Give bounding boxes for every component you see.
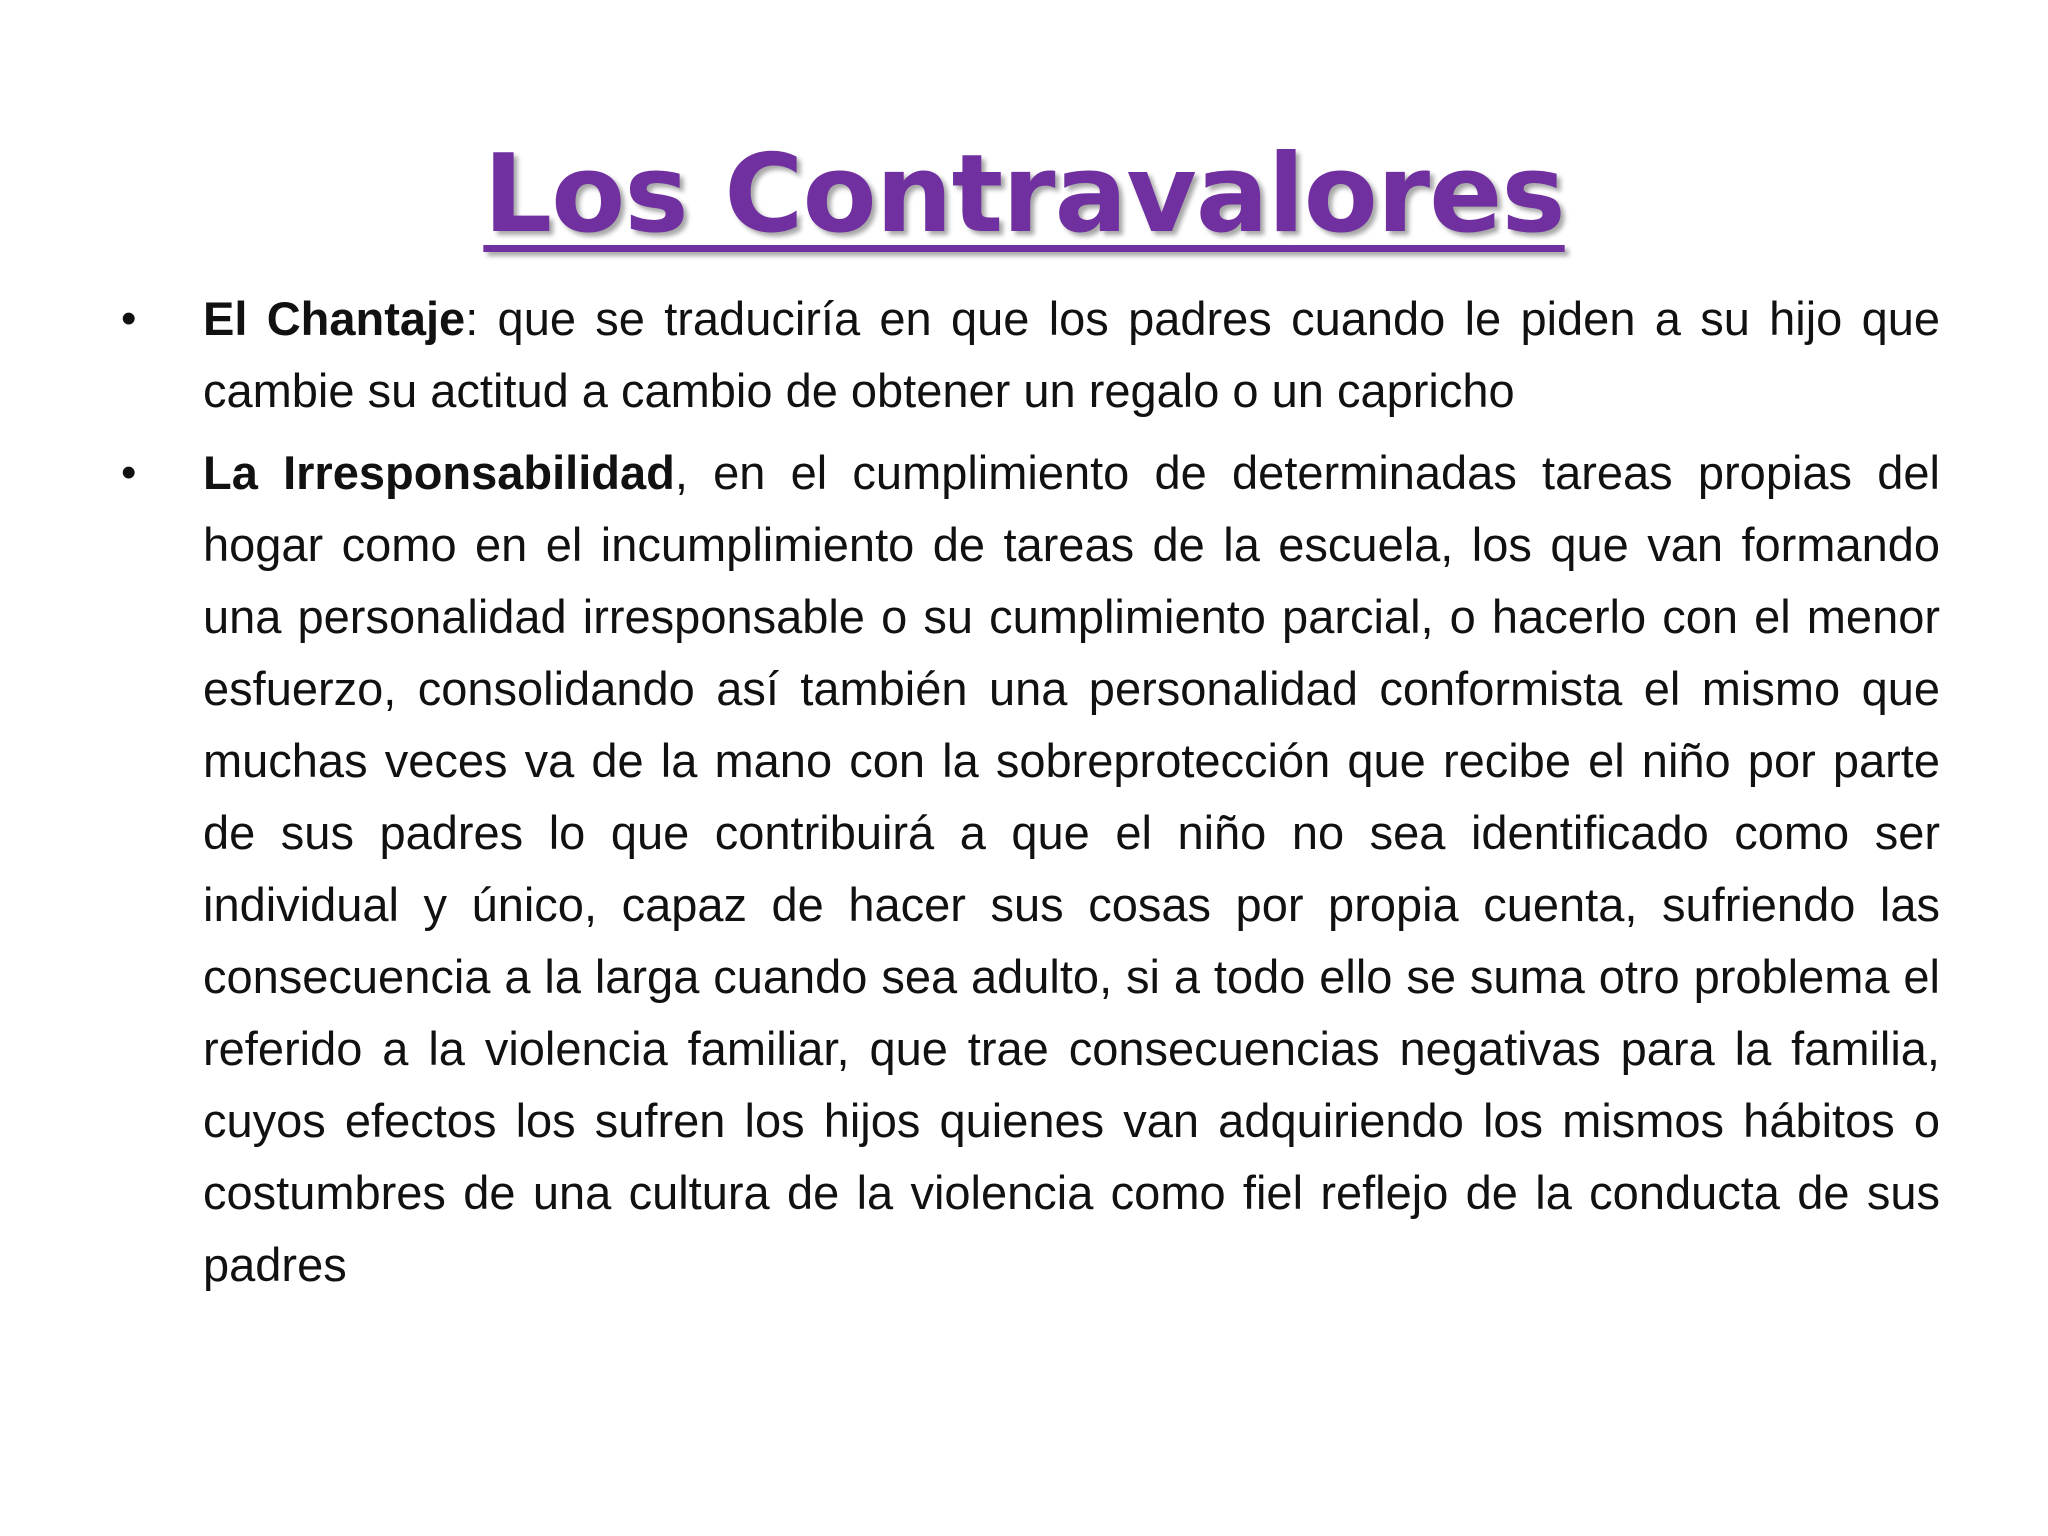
bullet-icon: • <box>121 294 137 343</box>
bullet-text: , en el cumplimiento de determinadas tareas propias del hogar como en el incumplimiento de tareas de la escuela, los que van formando una personalidad irresponsable o su cumplimiento parcial, o hacerlo con el menor esfuerzo, consolidando así también una personalidad conformista el mismo que muchas veces va de la mano con la sobreprotección que recibe el niño por parte de sus padres lo que contribuirá a que el niño no sea identificado como ser individual y único, capaz de hacer sus cosas por propia cuenta, sufriendo las consecuencia a la larga cuando sea adulto, si a todo ello se suma otro problema el referido a la violencia familiar, que trae consecuencias negativas para la familia, cuyos efectos los sufren los hijos quienes van adquiriendo los mismos hábitos o costumbres de una cultura de la violencia como fiel reflejo de la conducta de sus padres <box>203 446 1940 1291</box>
bullet-item-irresponsabilidad <box>118 437 1940 1301</box>
slide-title: Los Contravalores <box>483 132 1565 257</box>
bullet-list <box>118 283 1940 1311</box>
bullet-term: La Irresponsabilidad <box>203 446 675 499</box>
bullet-term: El Chantaje <box>203 292 466 345</box>
bullet-item-chantaje <box>118 283 1940 427</box>
bullet-icon: • <box>121 448 137 497</box>
bullet-text: : que se traduciría en que los padres cuando le piden a su hijo que cambie su actitud a cambio de obtener un regalo o un capricho <box>203 292 1941 417</box>
